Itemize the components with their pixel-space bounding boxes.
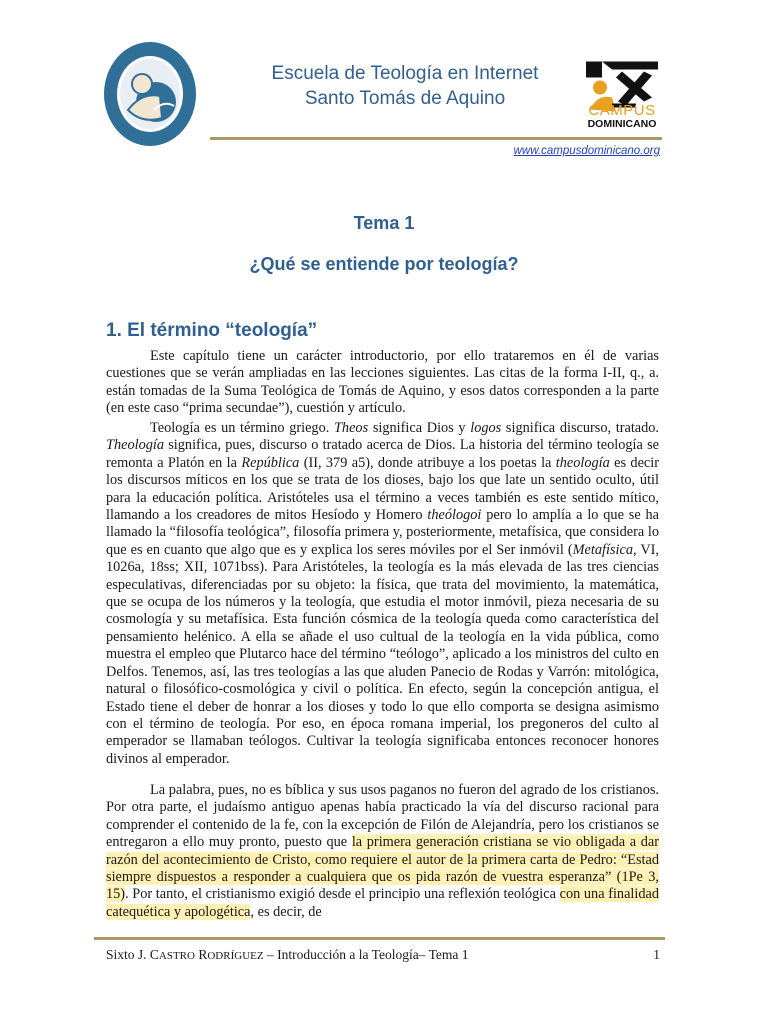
lesson-title: ¿Qué se entiende por teología? xyxy=(249,254,519,274)
school-subtitle: Santo Tomás de Aquino xyxy=(304,88,506,109)
school-name: Escuela de Teología en Internet xyxy=(271,63,539,84)
dominicano-label: DOMINICANO xyxy=(587,118,657,130)
highlighted-text: la primera generación cristiana se vio obligada a dar razón del acontecimiento de Cristo, como requiere el autor de la primera carta de Pedro: “Estad siempre dispuestos a responder a cualquiera que os pida razón de vuestra esperanza” (1Pe 3, 15) xyxy=(106,834,659,903)
paragraph-intro: Este capítulo tiene un carácter introductorio, por ello trataremos en él de varias cuestiones que se verán ampliadas en las lecciones siguientes. Las citas de la forma I-II, q., a. están tomadas de la Suma Teológica de Tomás de Aquino, y esos datos corresponden a la parte (en este caso “prima secundae”), cuestión y artículo. xyxy=(106,348,659,417)
header-divider xyxy=(210,137,662,140)
footer-divider xyxy=(94,937,665,940)
campus-label: CAMPUS xyxy=(588,102,656,119)
footer-citation: Sixto J. CASTRO RODRÍGUEZ – Introducción a la Teología– Tema 1 xyxy=(106,947,469,962)
highlighted-text: con una finalidad catequética y apologética xyxy=(106,886,660,920)
paragraph-christian-use: La palabra, pues, no es bíblica y sus usos paganos no fueron del agrado de los cristianos. Por otra parte, el judaísmo antiguo apenas había practicado la vía del discurso racional para comprender el contenido de la fe, con la excepción de Filón de Alejandría, pero los cristianos se entregaron a ello muy pronto, puesto que la primera generación cristiana se vio obligada a dar razón del acontecimiento de Cristo, como requiere el autor de la primera carta de Pedro: “Estad siempre dispuestos a responder a cualquiera que os pida razón de vuestra esperanza” (1Pe 3, 15). Por tanto, el cristianismo exigió desde el principio una reflexión teológica con una finalidad catequética y apologética, es decir, de xyxy=(106,782,660,920)
page-number: 1 xyxy=(653,947,660,962)
website-link[interactable]: www.campusdominicano.org xyxy=(513,145,660,157)
paragraph-term-history: Teología es un término griego. Theos significa Dios y logos significa discurso, tratado. Theología significa, pues, discurso o tratado acerca de Dios. La historia del término teología se remonta a Platón en la República (II, 379 a5), donde atribuye a los poetas la theología es decir los discursos míticos en los que se trata de los dioses, bajo los que late un sentido oculto, útil para la educación política. Aristóteles usa el término a veces también es este sentido mítico, llamando a los creadores de mitos Hesíodo y Homero theólogoi pero lo amplía a lo que se ha llamado la “filosofía teológica”, filosofía primera y, posteriormente, metafísica, que considera lo que es en cuanto que algo que es y explica los seres móviles por el Ser inmóvil (Metafísica, VI, 1026a, 18ss; XII, 1071bss). Para Aristóteles, la teología es la más elevada de las tres ciencias especulativas, diferenciadas por su objeto: la física, que trata del movimiento, la matemática, que se ocupa de los números y la teología, que estudia el motor inmóvil, pieza necesaria de su cosmología y su metafísica. Esta función cósmica de la teología queda como característica del pensamiento helénico. A ella se añade el uso cultual de la teología en la vida pública, como muestra el empleo que Plutarco hace del término “teólogo”, aplicado a los ministros del culto en Delfos. Tenemos, así, las tres teologías a las que aluden Panecio de Rodas y Varrón: mitológica, natural o filosófico-cosmológica y civil o política. En efecto, según la concepción antigua, el Estado tiene el deber de honrar a los dioses y todo lo que ello comporta se designa asimismo con el término de teología. Por eso, en época romana imperial, los pregoneros del culto al emperador se llamaban teólogos. Cultivar la teología significaba entonces reconocer honores divinos al emperador. xyxy=(106,420,660,767)
school-seal-logo xyxy=(102,40,198,148)
section-heading: 1. El término “teología” xyxy=(106,320,318,341)
lesson-number: Tema 1 xyxy=(353,213,415,233)
